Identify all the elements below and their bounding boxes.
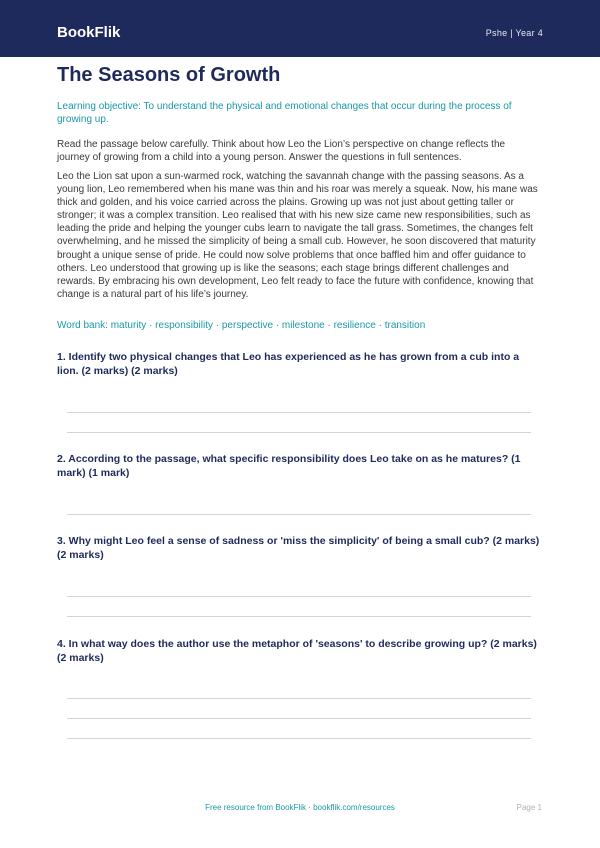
- answer-line[interactable]: [67, 698, 531, 699]
- question-2: 2. According to the passage, what specific responsibility does Leo take on as he matures? (1 mark) (1 mark): [57, 453, 521, 479]
- subject-year-label: Pshe | Year 4: [485, 28, 543, 38]
- answer-line[interactable]: [67, 514, 531, 515]
- answer-line[interactable]: [67, 718, 531, 719]
- brand-logo-text: BookFlik: [57, 24, 121, 41]
- answer-line[interactable]: [67, 616, 531, 617]
- instructions-text: Read the passage below carefully. Think about how Leo the Lion’s perspective on change reflects the journey of growing from a child into a young person. Answer the questions in full sentences.: [57, 139, 506, 163]
- question-1: 1. Identify two physical changes that Leo has experienced as he has grown from a cub into a lion. (2 marks) (2 marks): [57, 351, 520, 377]
- footer-credit: Free resource from BookFlik · bookflik.com/resources: [205, 803, 395, 812]
- question-3: 3. Why might Leo feel a sense of sadness or 'miss the simplicity' of being a small cub? (2 marks) (2 marks): [57, 535, 540, 561]
- answer-line[interactable]: [67, 738, 531, 739]
- page-number: Page 1: [516, 803, 542, 812]
- answer-line[interactable]: [67, 596, 531, 597]
- reading-passage: Leo the Lion sat upon a sun-warmed rock, watching the savannah change with the passing seasons. As a young lion, Leo remembered when his mane was thin and his roar was merely a squeak. Now, his mane was thick and golden, and his voice carried across the plains. Growing up was not just about getting taller or stronger; it was a complex transition. Leo realised that with his new size came new responsibilities, such as leading the pride and helping the younger cubs learn to navigate the tall grass. Sometimes, the changes felt overwhelming, and he missed the simplicity of being a small cub. However, he soon discovered that maturity brought a unique sense of pride. He could now solve problems that once baffled him and offer guidance to others. Leo understood that growing up is like the seasons; each stage brings different challenges and rewards. By embracing his own development, Leo felt ready to face the future with confidence, knowing that change is a natural part of his life’s journey.: [57, 171, 538, 300]
- question-4: 4. In what way does the author use the metaphor of 'seasons' to describe growing up? (2 marks) (2 marks): [57, 638, 537, 664]
- page-header: [0, 0, 600, 57]
- word-bank: Word bank: maturity · responsibility · perspective · milestone · resilience · transition: [57, 320, 426, 331]
- answer-line[interactable]: [67, 432, 531, 433]
- answer-line[interactable]: [67, 412, 531, 413]
- worksheet-title: The Seasons of Growth: [57, 64, 281, 86]
- learning-objective: Learning objective: To understand the physical and emotional changes that occur during the process of growing up.: [57, 101, 512, 125]
